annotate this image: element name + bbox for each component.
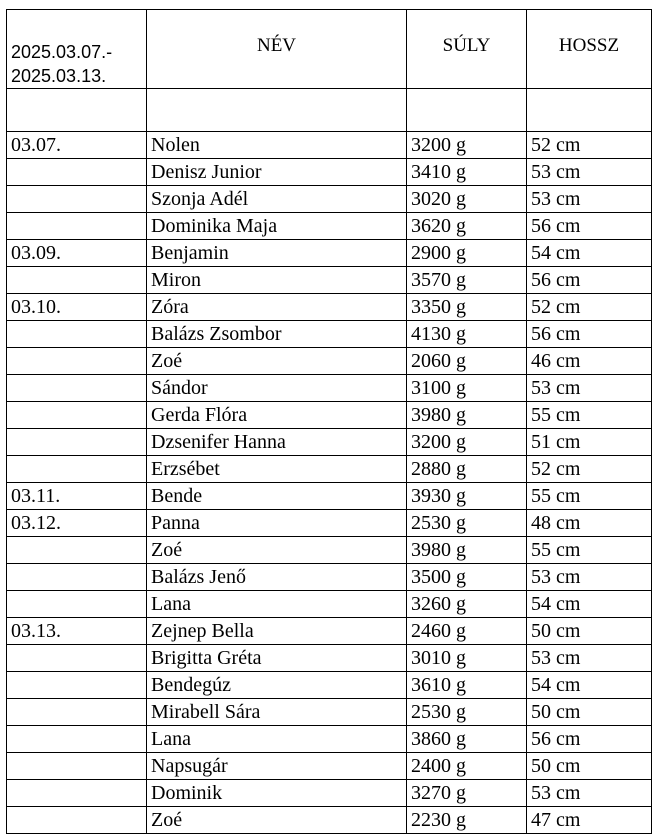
length-cell: 56 cm — [527, 213, 652, 240]
name-cell: Napsugár — [147, 753, 407, 780]
table-row — [7, 429, 652, 456]
table-row — [7, 348, 652, 375]
header-row — [7, 10, 652, 89]
name-cell: Balázs Jenő — [147, 564, 407, 591]
name-cell: Zoé — [147, 807, 407, 834]
table-row — [7, 780, 652, 807]
table-row — [7, 537, 652, 564]
date-cell — [7, 726, 147, 753]
name-cell: Lana — [147, 591, 407, 618]
date-cell — [7, 753, 147, 780]
weight-cell: 2060 g — [407, 348, 527, 375]
name-cell: Balázs Zsombor — [147, 321, 407, 348]
name-cell: Bendegúz — [147, 672, 407, 699]
date-cell — [7, 672, 147, 699]
name-cell: Lana — [147, 726, 407, 753]
weight-cell: 3270 g — [407, 780, 527, 807]
weight-cell: 3620 g — [407, 213, 527, 240]
name-cell: Bende — [147, 483, 407, 510]
date-range-end: 2025.03.13. — [11, 66, 107, 86]
name-cell: Dzsenifer Hanna — [147, 429, 407, 456]
table-row — [7, 186, 652, 213]
weight-cell: 3410 g — [407, 159, 527, 186]
date-cell — [7, 429, 147, 456]
length-cell: 52 cm — [527, 294, 652, 321]
length-cell: 50 cm — [527, 699, 652, 726]
weight-cell: 2460 g — [407, 618, 527, 645]
length-cell: 54 cm — [527, 672, 652, 699]
table-row — [7, 726, 652, 753]
weight-cell: 3260 g — [407, 591, 527, 618]
weight-column-header: SÚLY — [407, 10, 527, 89]
date-cell — [7, 456, 147, 483]
name-cell: Szonja Adél — [147, 186, 407, 213]
weight-cell: 3610 g — [407, 672, 527, 699]
name-cell: Brigitta Gréta — [147, 645, 407, 672]
length-cell: 53 cm — [527, 780, 652, 807]
table-row — [7, 564, 652, 591]
date-cell — [7, 780, 147, 807]
name-cell: Miron — [147, 267, 407, 294]
length-cell: 54 cm — [527, 591, 652, 618]
table-row — [7, 483, 652, 510]
length-cell: 52 cm — [527, 456, 652, 483]
weight-cell: 2400 g — [407, 753, 527, 780]
table-row — [7, 132, 652, 159]
length-cell: 53 cm — [527, 645, 652, 672]
weight-cell: 3200 g — [407, 429, 527, 456]
name-cell: Zoé — [147, 348, 407, 375]
length-cell: 55 cm — [527, 483, 652, 510]
name-cell: Dominika Maja — [147, 213, 407, 240]
date-cell — [7, 375, 147, 402]
length-cell: 53 cm — [527, 375, 652, 402]
weight-cell: 3500 g — [407, 564, 527, 591]
weight-cell: 4130 g — [407, 321, 527, 348]
name-cell: Nolen — [147, 132, 407, 159]
table-row — [7, 402, 652, 429]
length-cell: 46 cm — [527, 348, 652, 375]
length-cell: 53 cm — [527, 159, 652, 186]
table-row — [7, 267, 652, 294]
length-cell: 55 cm — [527, 402, 652, 429]
date-range-header — [7, 10, 147, 89]
date-cell — [7, 564, 147, 591]
weight-cell: 3010 g — [407, 645, 527, 672]
name-cell: Zoé — [147, 537, 407, 564]
date-cell — [7, 699, 147, 726]
name-cell: Benjamin — [147, 240, 407, 267]
birth-register-sheet — [6, 9, 651, 834]
weight-cell: 2530 g — [407, 510, 527, 537]
table-row — [7, 591, 652, 618]
date-cell — [7, 402, 147, 429]
weight-cell: 2530 g — [407, 699, 527, 726]
weight-cell: 3350 g — [407, 294, 527, 321]
date-cell — [7, 321, 147, 348]
length-column-header: HOSSZ — [527, 10, 652, 89]
length-cell: 56 cm — [527, 321, 652, 348]
date-cell — [7, 348, 147, 375]
date-cell — [7, 807, 147, 834]
date-cell — [7, 213, 147, 240]
date-cell — [7, 591, 147, 618]
date-cell — [7, 186, 147, 213]
date-cell — [7, 537, 147, 564]
empty-cell — [527, 89, 652, 132]
length-cell: 53 cm — [527, 564, 652, 591]
length-cell: 47 cm — [527, 807, 652, 834]
name-cell: Gerda Flóra — [147, 402, 407, 429]
table-row — [7, 159, 652, 186]
date-range-start: 2025.03.07.- — [11, 42, 113, 62]
weight-cell: 3100 g — [407, 375, 527, 402]
date-cell: 03.07. — [7, 132, 147, 159]
weight-cell: 3020 g — [407, 186, 527, 213]
table-row — [7, 753, 652, 780]
length-cell: 54 cm — [527, 240, 652, 267]
length-cell: 56 cm — [527, 726, 652, 753]
date-cell — [7, 267, 147, 294]
name-cell: Mirabell Sára — [147, 699, 407, 726]
length-cell: 52 cm — [527, 132, 652, 159]
table-row — [7, 618, 652, 645]
empty-cell — [147, 89, 407, 132]
weight-cell: 3980 g — [407, 402, 527, 429]
table-row — [7, 807, 652, 834]
date-cell: 03.12. — [7, 510, 147, 537]
length-cell: 48 cm — [527, 510, 652, 537]
name-column-header: NÉV — [147, 10, 407, 89]
date-cell — [7, 645, 147, 672]
table-row — [7, 375, 652, 402]
weight-cell: 2230 g — [407, 807, 527, 834]
births-table — [6, 9, 652, 834]
name-cell: Panna — [147, 510, 407, 537]
table-row — [7, 213, 652, 240]
weight-cell: 2880 g — [407, 456, 527, 483]
table-row — [7, 510, 652, 537]
name-cell: Denisz Junior — [147, 159, 407, 186]
length-cell: 56 cm — [527, 267, 652, 294]
weight-cell: 3200 g — [407, 132, 527, 159]
name-cell: Zejnep Bella — [147, 618, 407, 645]
table-row — [7, 294, 652, 321]
empty-cell — [407, 89, 527, 132]
length-cell: 53 cm — [527, 186, 652, 213]
table-row — [7, 321, 652, 348]
weight-cell: 3930 g — [407, 483, 527, 510]
weight-cell: 3980 g — [407, 537, 527, 564]
weight-cell: 2900 g — [407, 240, 527, 267]
date-cell: 03.09. — [7, 240, 147, 267]
table-row — [7, 699, 652, 726]
length-cell: 51 cm — [527, 429, 652, 456]
date-cell: 03.10. — [7, 294, 147, 321]
length-cell: 50 cm — [527, 618, 652, 645]
length-cell: 50 cm — [527, 753, 652, 780]
weight-cell: 3860 g — [407, 726, 527, 753]
name-cell: Sándor — [147, 375, 407, 402]
table-row — [7, 240, 652, 267]
name-cell: Zóra — [147, 294, 407, 321]
date-cell: 03.11. — [7, 483, 147, 510]
table-row — [7, 456, 652, 483]
date-cell: 03.13. — [7, 618, 147, 645]
length-cell: 55 cm — [527, 537, 652, 564]
table-row — [7, 645, 652, 672]
empty-cell — [7, 89, 147, 132]
name-cell: Dominik — [147, 780, 407, 807]
weight-cell: 3570 g — [407, 267, 527, 294]
empty-row — [7, 89, 652, 132]
name-cell: Erzsébet — [147, 456, 407, 483]
table-row — [7, 672, 652, 699]
date-cell — [7, 159, 147, 186]
